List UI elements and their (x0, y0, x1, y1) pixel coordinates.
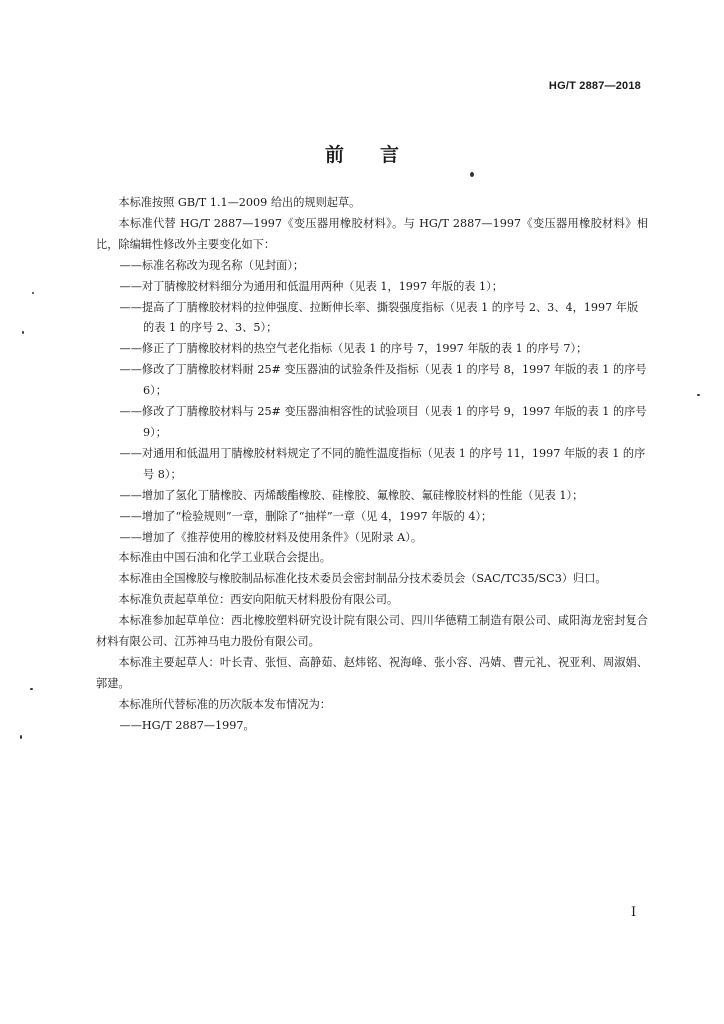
change-item: ——提高了丁腈橡胶材料的拉伸强度、拉断伸长率、撕裂强度指标（见表 1 的序号 2、3、4，1997 年版的表 1 的序号 2、3、5）； (119, 300, 639, 335)
scan-speck (697, 394, 700, 396)
scan-speck (30, 688, 33, 690)
paragraph: 本标准主要起草人：叶长青、张恒、高静茹、赵炜铭、祝海峰、张小容、冯婧、曹元礼、祝亚利、周淑娟、郭建。 (96, 655, 648, 690)
page-title (0, 140, 724, 167)
paragraph: 本标准负责起草单位：西安向阳航天材料股份有限公司。 (118, 593, 399, 607)
page-number: I (631, 905, 637, 920)
change-item: ——增加了“检验规则”一章，删除了“抽样”一章（见 4，1997 年版的 4）； (119, 509, 493, 523)
change-item: ——修改了丁腈橡胶材料与 25# 变压器油相容性的试验项目（见表 1 的序号 9，1997 年版的表 1 的序号 9）； (119, 405, 647, 439)
change-item: ——增加了《推荐使用的橡胶材料及使用条件》（见附录 A）。 (119, 530, 423, 544)
scan-speck (32, 292, 34, 294)
foreword-body (96, 193, 648, 737)
change-item: ——对通用和低温用丁腈橡胶材料规定了不同的脆性温度指标（见表 1 的序号 11，1997 年版的表 1 的序号 8）； (119, 446, 646, 481)
change-item: ——标准名称改为现名称（见封面）； (119, 258, 305, 272)
change-item: ——修改了丁腈橡胶材料耐 25# 变压器油的试验条件及指标（见表 1 的序号 8，1997 年版的表 1 的序号 6）； (119, 363, 647, 398)
scan-speck (20, 735, 22, 739)
change-item: ——对丁腈橡胶材料细分为通用和低温用两种（见表 1，1997 年版的表 1）； (119, 279, 503, 293)
title-char-2: 言 (380, 144, 400, 166)
change-item: ——修正了丁腈橡胶材料的热空气老化指标（见表 1 的序号 7，1997 年版的表 1 的序号 7）； (119, 342, 588, 356)
paragraph: 本标准参加起草单位：西北橡胶塑料研究设计院有限公司、四川华德精工制造有限公司、咸阳海龙密封复合材料有限公司、江苏神马电力股份有限公司。 (96, 614, 648, 649)
change-item: ——增加了氢化丁腈橡胶、丙烯酸酯橡胶、硅橡胶、氟橡胶、氟硅橡胶材料的性能（见表 1）； (119, 488, 584, 502)
scan-speck (470, 172, 474, 177)
scan-speck (22, 331, 24, 334)
title-char-1: 前 (324, 144, 344, 166)
paragraph: 本标准按照 GB/T 1.1—2009 给出的规则起草。 (118, 196, 361, 209)
standard-code: HG/T 2887—2018 (548, 80, 641, 92)
paragraph: 本标准所代替标准的历次版本发布情况为： (118, 697, 331, 711)
history-item: ——HG/T 2887—1997。 (119, 718, 255, 732)
paragraph: 本标准代替 HG/T 2887—1997《变压器用橡胶材料》。与 HG/T 2887—1997《变压器用橡胶材料》相比，除编辑性修改外主要变化如下： (96, 216, 648, 251)
paragraph: 本标准由中国石油和化学工业联合会提出。 (118, 551, 331, 565)
paragraph: 本标准由全国橡胶与橡胶制品标准化技术委员会密封制品分技术委员会（SAC/TC35/SC3）归口。 (118, 572, 607, 586)
